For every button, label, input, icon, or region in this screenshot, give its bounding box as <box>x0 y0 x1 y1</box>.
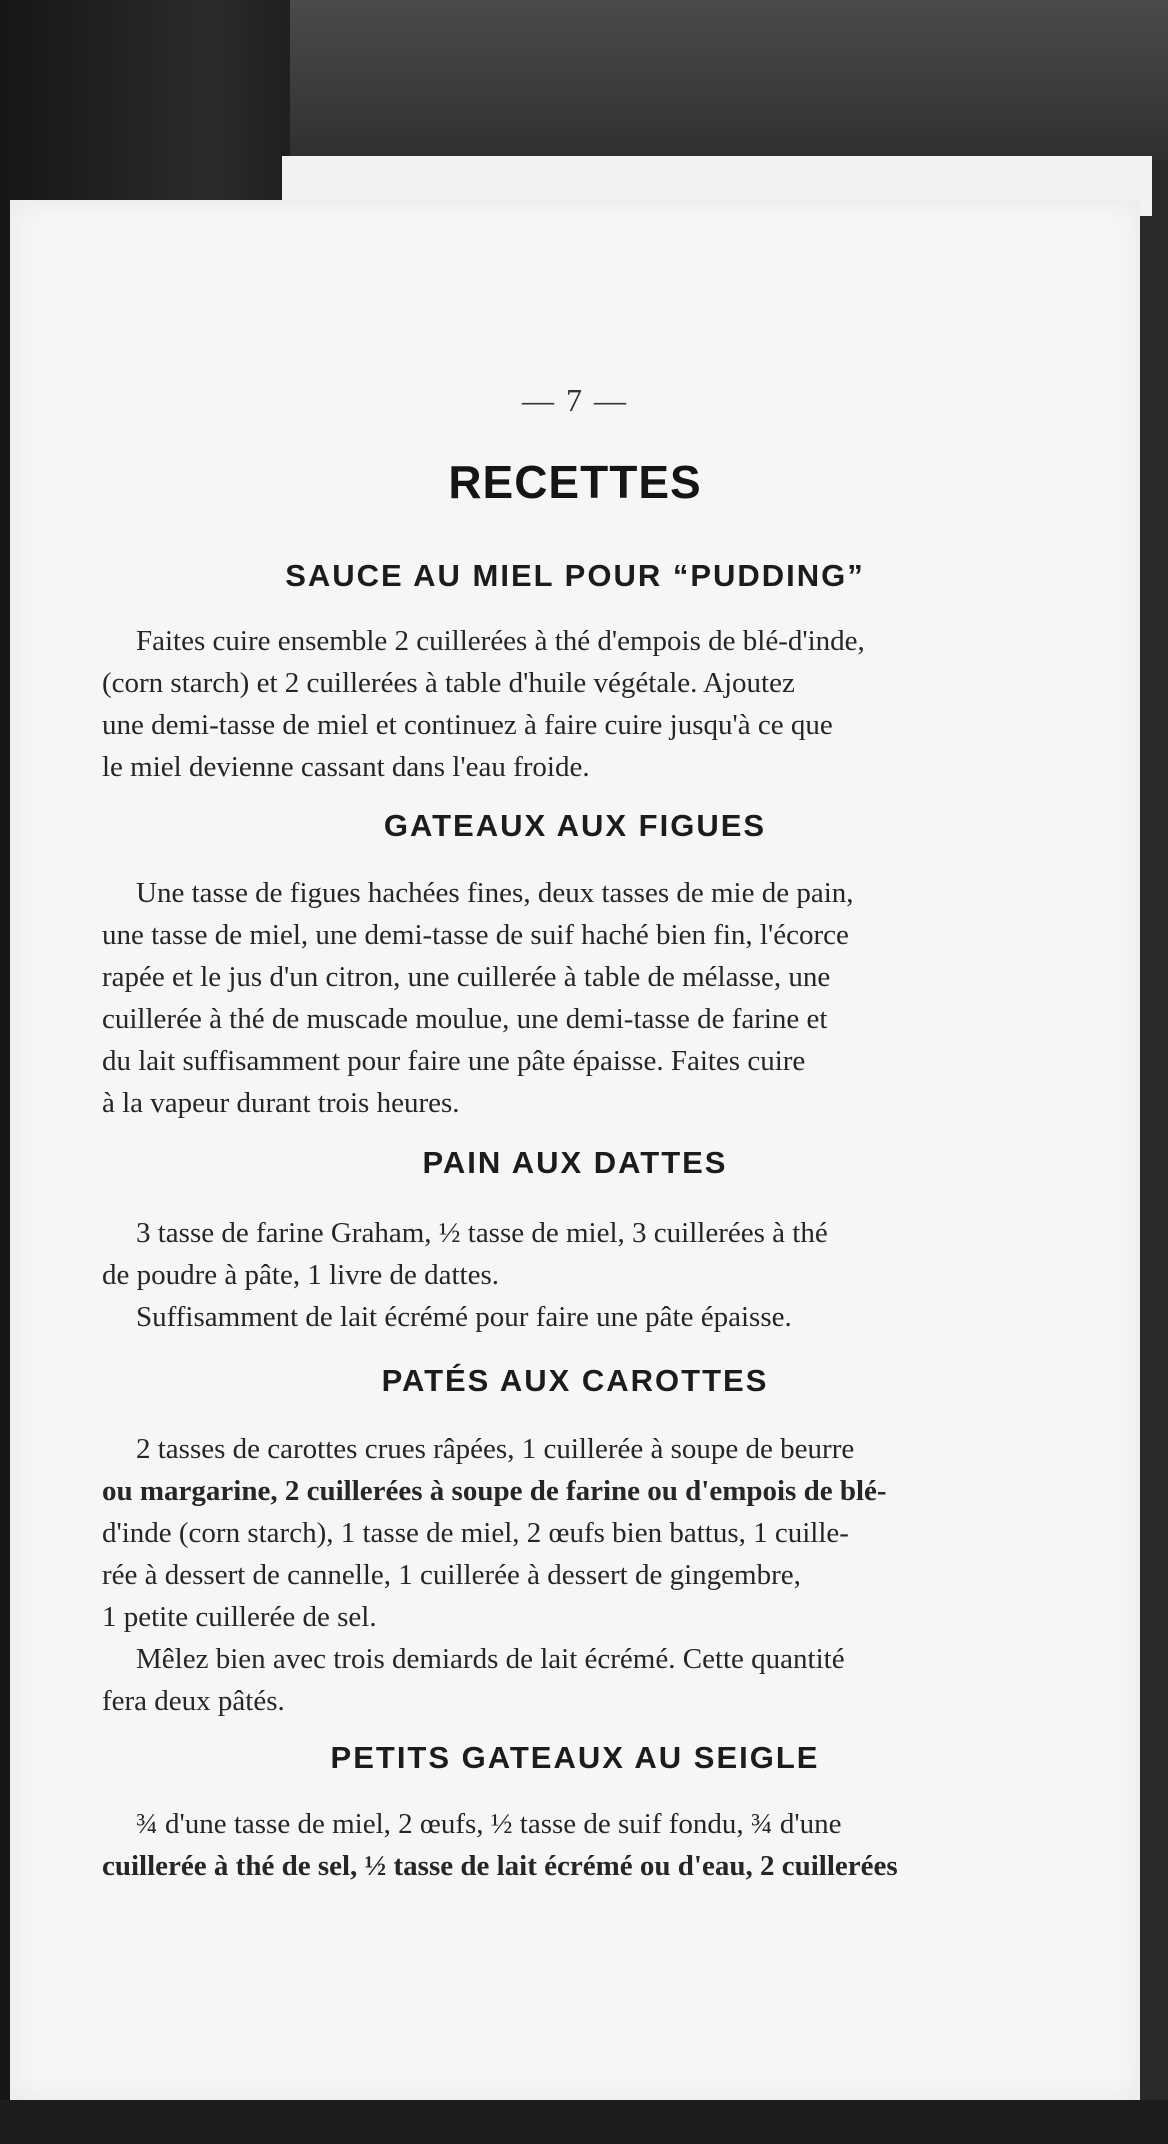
text-line: ¾ d'une tasse de miel, 2 œufs, ½ tasse de suif fondu, ¾ d'une <box>136 1808 842 1840</box>
text-line: 3 tasse de farine Graham, ½ tasse de miel, 3 cuillerées à thé <box>136 1217 828 1249</box>
recipe-paragraph <box>102 872 1092 1124</box>
text-line: 1 petite cuillerée de sel. <box>102 1601 377 1633</box>
recipe-heading: SAUCE AU MIEL POUR “PUDDING” <box>285 558 865 593</box>
text-line: de poudre à pâte, 1 livre de dattes. <box>102 1259 499 1291</box>
text-line: 2 tasses de carottes crues râpées, 1 cuillerée à soupe de beurre <box>136 1433 855 1465</box>
recipe-paragraph <box>102 620 1092 788</box>
document-page <box>10 200 1140 2100</box>
text-line: à la vapeur durant trois heures. <box>102 1087 460 1119</box>
page-number: — 7 — <box>522 382 628 418</box>
text-line: ou margarine, 2 cuillerées à soupe de farine ou d'empois de blé- <box>102 1475 887 1507</box>
page-title: RECETTES <box>448 456 702 508</box>
text-line: cuillerée à thé de sel, ½ tasse de lait écrémé ou d'eau, 2 cuillerées <box>102 1850 898 1882</box>
recipe-paragraph <box>102 1428 1092 1722</box>
recipe-paragraph <box>102 1212 1092 1338</box>
scan-background-top <box>290 0 1168 160</box>
text-line: cuillerée à thé de muscade moulue, une demi-tasse de farine et <box>102 1003 828 1035</box>
text-line: Suffisamment de lait écrémé pour faire une pâte épaisse. <box>136 1301 792 1333</box>
text-line: rée à dessert de cannelle, 1 cuillerée à dessert de gingembre, <box>102 1559 801 1591</box>
text-line: rapée et le jus d'un citron, une cuillerée à table de mélasse, une <box>102 961 831 993</box>
text-line: Mêlez bien avec trois demiards de lait écrémé. Cette quantité <box>136 1643 845 1675</box>
recipe-heading: GATEAUX AUX FIGUES <box>383 808 767 843</box>
scan-background-bottom <box>0 2100 1168 2144</box>
recipe-heading: PETITS GATEAUX AU SEIGLE <box>330 1740 820 1775</box>
recipe-heading: PATÉS AUX CAROTTES <box>381 1363 769 1398</box>
text-line: (corn starch) et 2 cuillerées à table d'huile végétale. Ajoutez <box>102 667 795 699</box>
recipe-paragraph <box>102 1803 1092 1887</box>
text-line: le miel devienne cassant dans l'eau froide. <box>102 751 590 783</box>
recipe-heading: PAIN AUX DATTES <box>422 1145 728 1180</box>
text-line: du lait suffisamment pour faire une pâte épaisse. Faites cuire <box>102 1045 806 1077</box>
text-line: Une tasse de figues hachées fines, deux tasses de mie de pain, <box>136 877 854 909</box>
text-line: Faites cuire ensemble 2 cuillerées à thé d'empois de blé-d'inde, <box>136 625 865 657</box>
text-line: d'inde (corn starch), 1 tasse de miel, 2 œufs bien battus, 1 cuille- <box>102 1517 849 1549</box>
text-line: une tasse de miel, une demi-tasse de suif haché bien fin, l'écorce <box>102 919 849 951</box>
text-line: une demi-tasse de miel et continuez à faire cuire jusqu'à ce que <box>102 709 833 741</box>
text-line: fera deux pâtés. <box>102 1685 285 1717</box>
